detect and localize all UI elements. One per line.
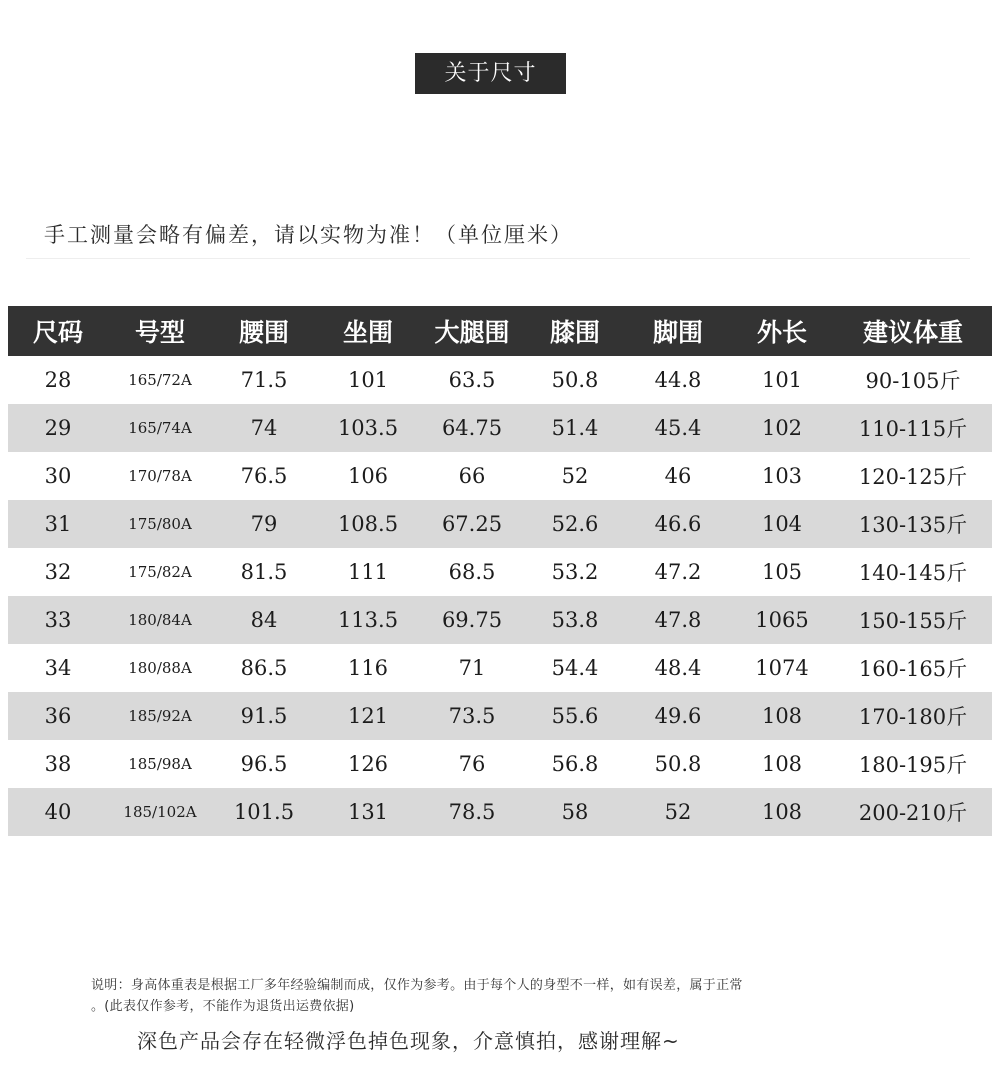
cell-model: 165/72A [128,371,192,389]
cell-waist: 101.5 [212,788,316,836]
cell-leg-opening: 47.8 [626,596,730,644]
header-leg-opening: 脚围 [626,306,730,356]
cell-outseam: 1074 [755,656,809,680]
cell-knee: 55.6 [524,692,626,740]
cell-size: 40 [8,788,108,836]
cell-leg-opening: 45.4 [626,404,730,452]
cell-waist: 71.5 [240,368,288,392]
header-outseam: 外长 [730,306,834,356]
cell-outseam: 103 [761,464,803,488]
cell-knee: 50.8 [551,368,599,392]
cell-weight: 140-145斤 [858,561,968,585]
footer-color-notice: 深色产品会存在轻微浮色掉色现象，介意慎拍，感谢理解~ [137,1029,680,1053]
cell-leg-opening: 49.6 [626,692,730,740]
cell-weight: 200-210斤 [834,788,992,836]
cell-hip: 111 [347,560,389,584]
header-waist: 腰围 [212,306,316,356]
cell-outseam: 108 [761,752,803,776]
cell-leg-opening: 52 [626,788,730,836]
cell-knee: 52 [561,464,589,488]
cell-size: 33 [8,596,108,644]
cell-knee: 58 [524,788,626,836]
cell-leg-opening: 44.8 [654,368,702,392]
cell-waist: 91.5 [212,692,316,740]
cell-model: 175/80A [108,500,212,548]
cell-hip: 126 [347,752,389,776]
table-row [8,740,992,788]
cell-waist: 79 [212,500,316,548]
cell-model: 180/84A [108,596,212,644]
table-row [8,692,992,740]
cell-outseam: 101 [761,368,803,392]
page-title: 关于尺寸 [415,53,566,94]
table-row [8,548,992,596]
cell-size: 31 [8,500,108,548]
table-row [8,788,992,836]
header-size: 尺码 [8,306,108,356]
cell-leg-opening: 48.4 [654,656,702,680]
header-hip: 坐围 [316,306,420,356]
header-thigh: 大腿围 [420,306,524,356]
cell-hip: 113.5 [316,596,420,644]
cell-outseam: 104 [730,500,834,548]
cell-model: 175/82A [128,563,192,581]
cell-leg-opening: 46 [664,464,692,488]
cell-thigh: 68.5 [448,560,496,584]
cell-size: 38 [44,752,72,776]
cell-thigh: 63.5 [448,368,496,392]
cell-waist: 81.5 [240,560,288,584]
cell-thigh: 78.5 [420,788,524,836]
cell-waist: 84 [212,596,316,644]
cell-weight: 130-135斤 [834,500,992,548]
table-row [8,644,992,692]
cell-thigh: 71 [458,656,486,680]
cell-thigh: 69.75 [420,596,524,644]
footer-explanation: 说明：身高体重表是根据工厂多年经验编制而成，仅作为参考。由于每个人的身型不一样，如有误差，属于正常 [91,978,743,993]
cell-weight: 120-125斤 [858,465,968,489]
cell-knee: 54.4 [551,656,599,680]
cell-waist: 74 [212,404,316,452]
cell-model: 185/98A [128,755,192,773]
table-row [8,404,992,452]
cell-size: 32 [44,560,72,584]
cell-hip: 103.5 [316,404,420,452]
cell-weight: 170-180斤 [834,692,992,740]
cell-thigh: 76 [458,752,486,776]
cell-knee: 52.6 [524,500,626,548]
cell-model: 180/88A [128,659,192,677]
cell-thigh: 73.5 [420,692,524,740]
cell-thigh: 66 [458,464,486,488]
cell-size: 36 [8,692,108,740]
header-model: 号型 [108,306,212,356]
divider [26,258,970,259]
cell-leg-opening: 46.6 [626,500,730,548]
cell-model: 185/92A [108,692,212,740]
cell-knee: 56.8 [551,752,599,776]
cell-hip: 101 [347,368,389,392]
cell-hip: 121 [316,692,420,740]
cell-model: 170/78A [128,467,192,485]
footer-disclaimer: 。(此表仅作参考，不能作为退货出运费依据) [91,999,355,1014]
cell-waist: 96.5 [240,752,288,776]
cell-size: 29 [8,404,108,452]
cell-outseam: 108 [730,692,834,740]
cell-waist: 86.5 [240,656,288,680]
cell-outseam: 1065 [730,596,834,644]
cell-weight: 180-195斤 [858,753,968,777]
cell-waist: 76.5 [240,464,288,488]
cell-outseam: 102 [730,404,834,452]
size-chart-table [8,306,992,836]
cell-outseam: 108 [730,788,834,836]
cell-leg-opening: 50.8 [654,752,702,776]
cell-weight: 150-155斤 [834,596,992,644]
cell-hip: 106 [347,464,389,488]
header-weight: 建议体重 [834,306,992,356]
cell-weight: 90-105斤 [865,369,961,393]
cell-size: 30 [44,464,72,488]
table-row [8,452,992,500]
cell-thigh: 67.25 [420,500,524,548]
cell-weight: 160-165斤 [858,657,968,681]
cell-outseam: 105 [761,560,803,584]
cell-knee: 53.8 [524,596,626,644]
cell-thigh: 64.75 [420,404,524,452]
measurement-note: 手工测量会略有偏差，请以实物为准！（单位厘米） [44,223,573,247]
table-row [8,596,992,644]
cell-size: 34 [44,656,72,680]
cell-size: 28 [44,368,72,392]
cell-knee: 53.2 [551,560,599,584]
header-knee: 膝围 [524,306,626,356]
cell-model: 185/102A [108,788,212,836]
table-row [8,356,992,404]
cell-weight: 110-115斤 [834,404,992,452]
cell-hip: 108.5 [316,500,420,548]
cell-model: 165/74A [108,404,212,452]
table-header-row [8,306,992,356]
table-row [8,500,992,548]
cell-hip: 131 [316,788,420,836]
cell-knee: 51.4 [524,404,626,452]
cell-hip: 116 [347,656,389,680]
cell-leg-opening: 47.2 [654,560,702,584]
